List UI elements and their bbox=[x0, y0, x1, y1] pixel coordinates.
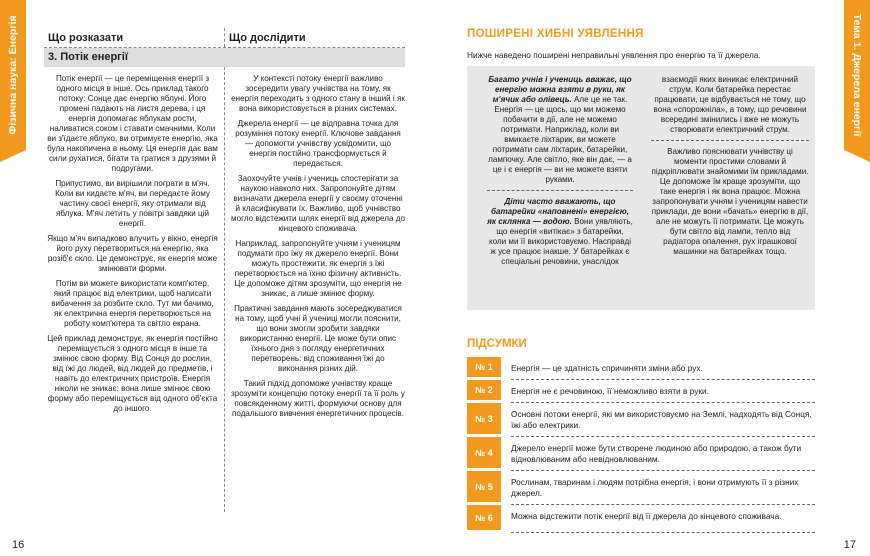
summary-text: Рослинам, тваринам і людям потрібна енергія, і вони отримують її з різних джерел. bbox=[511, 471, 815, 505]
myth-2 bbox=[487, 197, 633, 267]
myths-intro: Нижче наведено поширені неправильні уявлення про енергію та її джерела. bbox=[467, 50, 761, 60]
col1-content bbox=[44, 67, 225, 512]
myth-advice: Важливо пояснювати учнівству ці моменти простими словами й підкріплювати знайомими їм прикладами. Це допоможе їм краще зрозуміти, що таке енергія і як вона працює. Можна запропонувати учням і ученицям навести приклади, де вони «бачать» енергію в дії, але не можуть її потримати. Це можуть бути світло від лампи, тепло від радіатора опалення, рух іграшкової машинки на батарейках тощо. bbox=[651, 147, 809, 256]
summary-item bbox=[467, 471, 815, 505]
summary-badge: № 3 bbox=[467, 403, 501, 434]
myth-divider bbox=[651, 140, 809, 141]
summary-badge: № 5 bbox=[467, 471, 501, 502]
summary-item bbox=[467, 505, 815, 533]
summary-badge: № 2 bbox=[467, 380, 501, 400]
summary-title: ПІДСУМКИ bbox=[467, 338, 527, 350]
col2-paragraph: Наприклад, запропонуйте учням і ученицям подумати про їжу як джерело енергії. Вони можуть простежити, як енергія з їжі перетворюється на їхню фізичну активність. Це допоможе дітям зрозуміти, що енергія не зникає, а лише змінює форму. bbox=[234, 239, 402, 298]
myth-2-continued: взаємодії яких виникає електричний струм. Коли батарейка перестає працювати, це відбувається не тому, що вона «спорожніла», а тому, що речовини всередині змінились і вже не можуть створювати електричний струм. bbox=[653, 75, 807, 134]
summary-list bbox=[467, 357, 815, 533]
summary-text: Енергія не є речовиною, її неможливо взяти в руки. bbox=[511, 380, 815, 403]
myth-divider bbox=[487, 190, 633, 191]
summary-text: Енергія — це здатність спричиняти зміни або рух. bbox=[511, 357, 815, 380]
summary-item bbox=[467, 437, 815, 471]
col2-paragraph: У контексті потоку енергії важливо зосередити увагу учнівства на тому, як енергія переходить з одного стану в інший і як вона використовується в різних системах. bbox=[231, 74, 405, 113]
summary-item bbox=[467, 380, 815, 403]
myth-1 bbox=[487, 75, 633, 185]
summary-badge: № 4 bbox=[467, 437, 501, 468]
table-body bbox=[44, 67, 405, 512]
col1-paragraph: Потік енергії — це переміщення енергії з одного місця в інше. Ось приклад такого потоку: Сонце дає енергію яблуні. Його промені падають на листя дерева, і ця енергія допомагає яблукам рости, наливатися соком і ставати смачними. Коли ви з'їдаєте яблуко, ви отримуєте енергію, яка була накопичена в ньому. Ця енергія дає вам сили рухатися, бігати та гратися з друзями й подругами. bbox=[47, 74, 218, 173]
page-number-left: 16 bbox=[12, 539, 25, 551]
summary-text: Можна відстежити потік енергії від її джерела до кінцевого споживача. bbox=[511, 505, 815, 533]
summary-badge: № 1 bbox=[467, 357, 501, 377]
summary-item bbox=[467, 357, 815, 380]
col2-paragraph: Джерела енергії — це відправна точка для розуміння потоку енергії. Ключове завдання — допомогти учнівству усвідомити, що енергія постійно трансформується й передається. bbox=[235, 119, 401, 168]
sidebar-label-right: Тема 1. Джерела енергії bbox=[851, 13, 863, 137]
col2-header: Що дослідити bbox=[229, 32, 306, 44]
col2-paragraph: Такий підхід допоможе учнівству краще зрозуміти концепцію потоку енергії та її роль у повсякденному житті, формуючи основу для подальшого вивчення енергетичних процесів. bbox=[231, 379, 405, 418]
summary-item bbox=[467, 403, 815, 437]
myths-col2 bbox=[651, 75, 809, 310]
myth-2-statement: Діти часто вважають, що батарейки «наповнені» енергією, як склянка — водою. bbox=[487, 197, 630, 226]
col1-header: Що розказати bbox=[44, 28, 225, 47]
col2-content bbox=[225, 67, 405, 512]
myths-box bbox=[467, 66, 815, 310]
myth-2-explanation: Вони уявляють, що енергія «витікає» з батарейки, коли ми її використовуємо. Насправді ж усе працює інакше. У батарейках є спеціальні речовини, унаслідок bbox=[488, 217, 633, 266]
table-header bbox=[44, 28, 405, 48]
myths-col1 bbox=[487, 75, 633, 310]
page-number-right: 17 bbox=[843, 539, 856, 551]
col1-paragraph: Якщо м'яч випадково влучить у вікно, енергія його руху перетвориться на енергію, яка розіб'є скло. Це демонструє, як енергія може змінювати форми. bbox=[47, 234, 218, 273]
section-title: 3. Потік енергії bbox=[44, 48, 405, 67]
myths-title: ПОШИРЕНІ ХИБНІ УЯВЛЕННЯ bbox=[467, 28, 644, 40]
col2-paragraph: Практичні завдання мають зосереджуватися на тому, щоб учні й учениці могли пояснити, що вони змогли зробити завдяки використанню енергії. Це може бути опис їхнього дня з погляду енергетичних перетворень: від споживання їжі до виконання різних дій. bbox=[234, 304, 402, 373]
col2-paragraph: Заохочуйте учнів і учениць спостерігати за наукою навколо них. Запропонуйте дітям визначати джерела енергії у своєму оточенні й класифікувати їх. Важливо, щоб учнівство могло відстежити шлях енергії від джерела до кінцевого споживача. bbox=[231, 174, 405, 233]
col1-paragraph: Цей приклад демонструє, як енергія постійно переміщується з одного місця в інше та змінює свою форму. Від Сонця до рослин, від їжі до людей, від людей до предметів, і навіть до електричних пристроїв. Енергія ніколи не зникає: вона лише змінює свою форму або переміщується від одного об'єкта до іншого. bbox=[47, 334, 218, 413]
summary-text: Основні потоки енергії, які ми використовуємо на Землі, надходять від Сонця, їжі або електрики. bbox=[511, 403, 815, 437]
col1-paragraph: Потім ви можете використати комп'ютер, який працює від електрики, щоб написати вибачення за розбите скло. Тут ми бачимо, як електрична енергія перетворюється на роботу комп'ютера та світло екрана. bbox=[51, 279, 214, 328]
summary-text: Джерело енергії може бути створене людиною або природою, а також бути відновлюваним або невідновлюваним. bbox=[511, 437, 815, 471]
sidebar-label-left: Фізична наука: Енергія bbox=[7, 15, 19, 135]
lesson-table bbox=[44, 28, 405, 512]
summary-badge: № 6 bbox=[467, 505, 501, 530]
myth-1-statement: Багато учнів і учениць вважає, що енергію можна взяти в руки, як м'ячик або олівець. bbox=[488, 75, 632, 104]
col1-paragraph: Припустимо, ви вирішили пограти в м'яч. Коли ви кидаєте м'яч, ви передаєте йому частину своєї енергії, яку отримали від яблука. М'яч летить у повітрі завдяки цій енергії. bbox=[55, 179, 210, 228]
sidebar-tab-right bbox=[844, 0, 870, 150]
myth-1-explanation: Але це не так. Енергія — це щось, що ми можемо побачити в дії, але не можемо потримати. Наприклад, коли ви вмикаєте ліхтарик, ви можете потримати сам ліхтарик, батарейки, лампочку. Але світло, яке він дає, — а це і є енергія — ви не можете взяти руками. bbox=[488, 95, 632, 184]
sidebar-tab-left bbox=[0, 0, 26, 150]
